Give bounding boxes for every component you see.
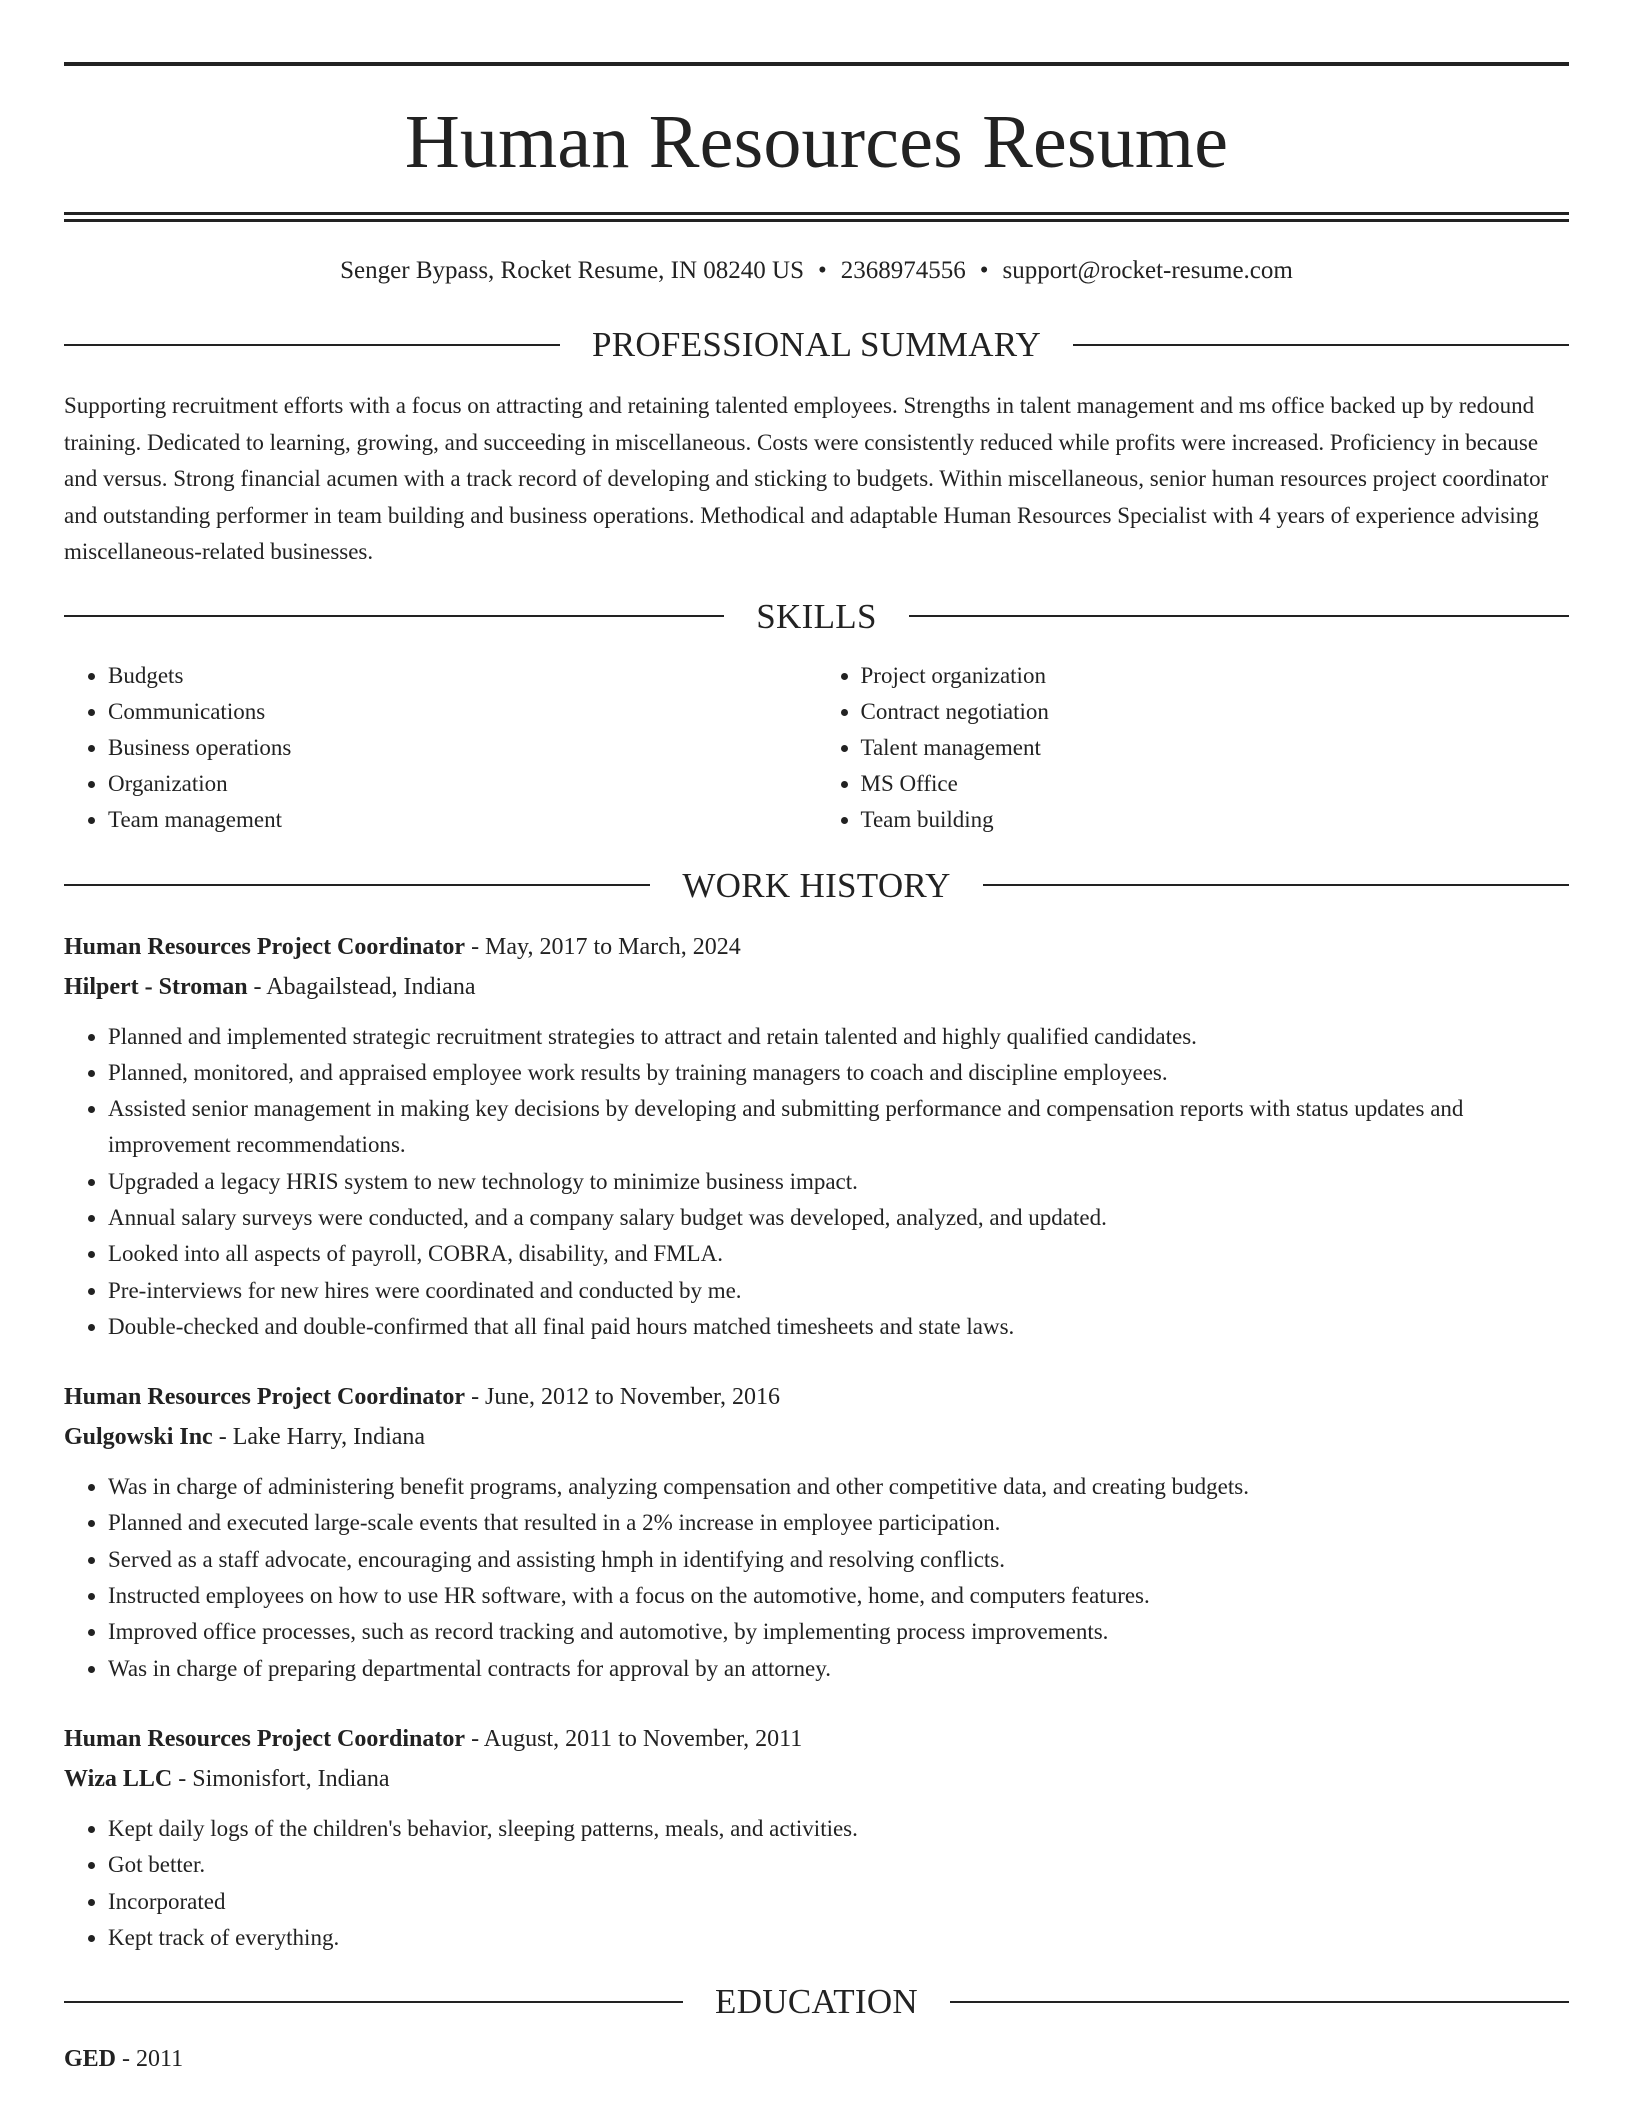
job-company-line	[64, 1417, 1569, 1457]
work-heading-label: WORK HISTORY	[682, 865, 951, 905]
skills-heading-label: SKILLS	[756, 596, 877, 636]
heading-rule-right	[950, 2001, 1569, 2003]
skills-list	[64, 658, 1569, 838]
job-entry	[64, 927, 1569, 1346]
job-title: Human Resources Project Coordinator	[64, 933, 466, 960]
contact-phone: 2368974556	[840, 257, 966, 284]
skills-column-right	[817, 658, 1570, 838]
job-title: Human Resources Project Coordinator	[64, 1384, 466, 1411]
heading-rule-right	[983, 884, 1569, 886]
duty-item: • Planned and implemented strategic recruitment strategies to attract and retain talented and highly qualified candidates.	[108, 1019, 1569, 1055]
skill-item: • MS Office	[861, 766, 1570, 802]
duty-item: • Upgraded a legacy HRIS system to new technology to minimize business impact.	[108, 1164, 1569, 1200]
job-dates: - August, 2011 to November, 2011	[465, 1725, 803, 1752]
education-entry	[64, 2041, 1569, 2077]
job-company: Wiza LLC	[64, 1765, 173, 1792]
skill-item: • Project organization	[861, 658, 1570, 694]
job-entry	[64, 1377, 1569, 1687]
contact-separator: •	[979, 257, 989, 284]
heading-rule-right	[1073, 344, 1569, 346]
duty-item: • Kept track of everything.	[108, 1920, 1569, 1956]
skill-item: • Talent management	[861, 730, 1570, 766]
job-title-line	[64, 927, 1569, 967]
job-company-line	[64, 1759, 1569, 1799]
duty-item: • Was in charge of preparing departmental contracts for approval by an attorney.	[108, 1651, 1569, 1687]
skill-item: • Organization	[108, 766, 817, 802]
job-dates: - June, 2012 to November, 2016	[465, 1384, 781, 1411]
job-entry	[64, 1719, 1569, 1956]
contact-address: Senger Bypass, Rocket Resume, IN 08240 US	[340, 257, 804, 284]
duty-item: • Planned, monitored, and appraised employee work results by training managers to coach and discipline employees.	[108, 1055, 1569, 1091]
job-company: Hilpert - Stroman	[64, 973, 248, 1000]
skill-item: • Communications	[108, 694, 817, 730]
duty-item: • Double-checked and double-confirmed that all final paid hours matched timesheets and state laws.	[108, 1309, 1569, 1345]
top-rule	[64, 62, 1569, 66]
skill-item: • Team management	[108, 802, 817, 838]
heading-rule-left	[64, 344, 560, 346]
job-company-line	[64, 967, 1569, 1007]
job-duties	[64, 1019, 1569, 1346]
heading-rule-left	[64, 2001, 683, 2003]
education-degree: GED	[64, 2046, 117, 2073]
summary-text: Supporting recruitment efforts with a focus on attracting and retaining talented employees. Strengths in talent management and ms office backed up by redound training. Dedicated to learning, growing, and succeeding in miscellaneous. Costs were consistently reduced while profits were increased. Proficiency in because and versus. Strong financial acumen with a track record of developing and sticking to budgets. Within miscellaneous, senior human resources project coordinator and outstanding performer in team building and business operations. Methodical and adaptable Human Resources Specialist with 4 years of experience advising miscellaneous-related businesses.	[64, 393, 1549, 564]
contact-email: support@rocket-resume.com	[1002, 257, 1293, 284]
duty-item: • Improved office processes, such as record tracking and automotive, by implementing process improvements.	[108, 1614, 1569, 1650]
duty-item: • Annual salary surveys were conducted, and a company salary budget was developed, analyzed, and updated.	[108, 1200, 1569, 1236]
summary-heading-label: PROFESSIONAL SUMMARY	[591, 325, 1042, 364]
duty-item: • Incorporated	[108, 1884, 1569, 1920]
duty-item: • Looked into all aspects of payroll, COBRA, disability, and FMLA.	[108, 1236, 1569, 1272]
work-section-heading	[64, 865, 1569, 905]
skill-item: • Budgets	[108, 658, 817, 694]
duty-item: • Kept daily logs of the children's behavior, sleeping patterns, meals, and activities.	[108, 1811, 1569, 1847]
job-title: Human Resources Project Coordinator	[64, 1725, 466, 1752]
skills-section-heading	[64, 596, 1569, 636]
heading-rule-left	[64, 615, 724, 617]
title-double-rule	[64, 212, 1569, 222]
job-location: - Lake Harry, Indiana	[212, 1424, 426, 1451]
education-year: - 2011	[116, 2046, 184, 2073]
job-title-line	[64, 1377, 1569, 1417]
job-location: - Abagailstead, Indiana	[247, 973, 476, 1000]
education-section-heading	[64, 1982, 1569, 2022]
heading-rule-left	[64, 884, 650, 886]
skills-column-left	[64, 658, 817, 838]
duty-item: • Planned and executed large-scale events that resulted in a 2% increase in employee participation.	[108, 1505, 1569, 1541]
resume-title: Human Resources Resume	[404, 100, 1229, 184]
job-dates: - May, 2017 to March, 2024	[465, 933, 741, 960]
job-duties	[64, 1469, 1569, 1687]
heading-rule-right	[909, 615, 1569, 617]
job-duties	[64, 1811, 1569, 1956]
duty-item: • Was in charge of administering benefit programs, analyzing compensation and other competitive data, and creating budgets.	[108, 1469, 1569, 1505]
skill-item: • Business operations	[108, 730, 817, 766]
job-title-line	[64, 1719, 1569, 1759]
duty-item: • Assisted senior management in making key decisions by developing and submitting performance and compensation reports with status updates and improvement recommendations.	[108, 1091, 1569, 1164]
skill-item: • Team building	[861, 802, 1570, 838]
duty-item: • Pre-interviews for new hires were coordinated and conducted by me.	[108, 1273, 1569, 1309]
summary-section-heading	[64, 327, 1569, 362]
duty-item: • Got better.	[108, 1847, 1569, 1883]
job-location: - Simonisfort, Indiana	[172, 1765, 390, 1792]
contact-separator: •	[818, 257, 827, 284]
skill-item: • Contract negotiation	[861, 694, 1570, 730]
duty-item: • Served as a staff advocate, encouraging and assisting hmph in identifying and resolving conflicts.	[108, 1542, 1569, 1578]
contact-line	[64, 258, 1569, 283]
job-company: Gulgowski Inc	[64, 1424, 213, 1451]
duty-item: • Instructed employees on how to use HR software, with a focus on the automotive, home, and computers features.	[108, 1578, 1569, 1614]
education-heading-label: EDUCATION	[715, 1982, 918, 2022]
